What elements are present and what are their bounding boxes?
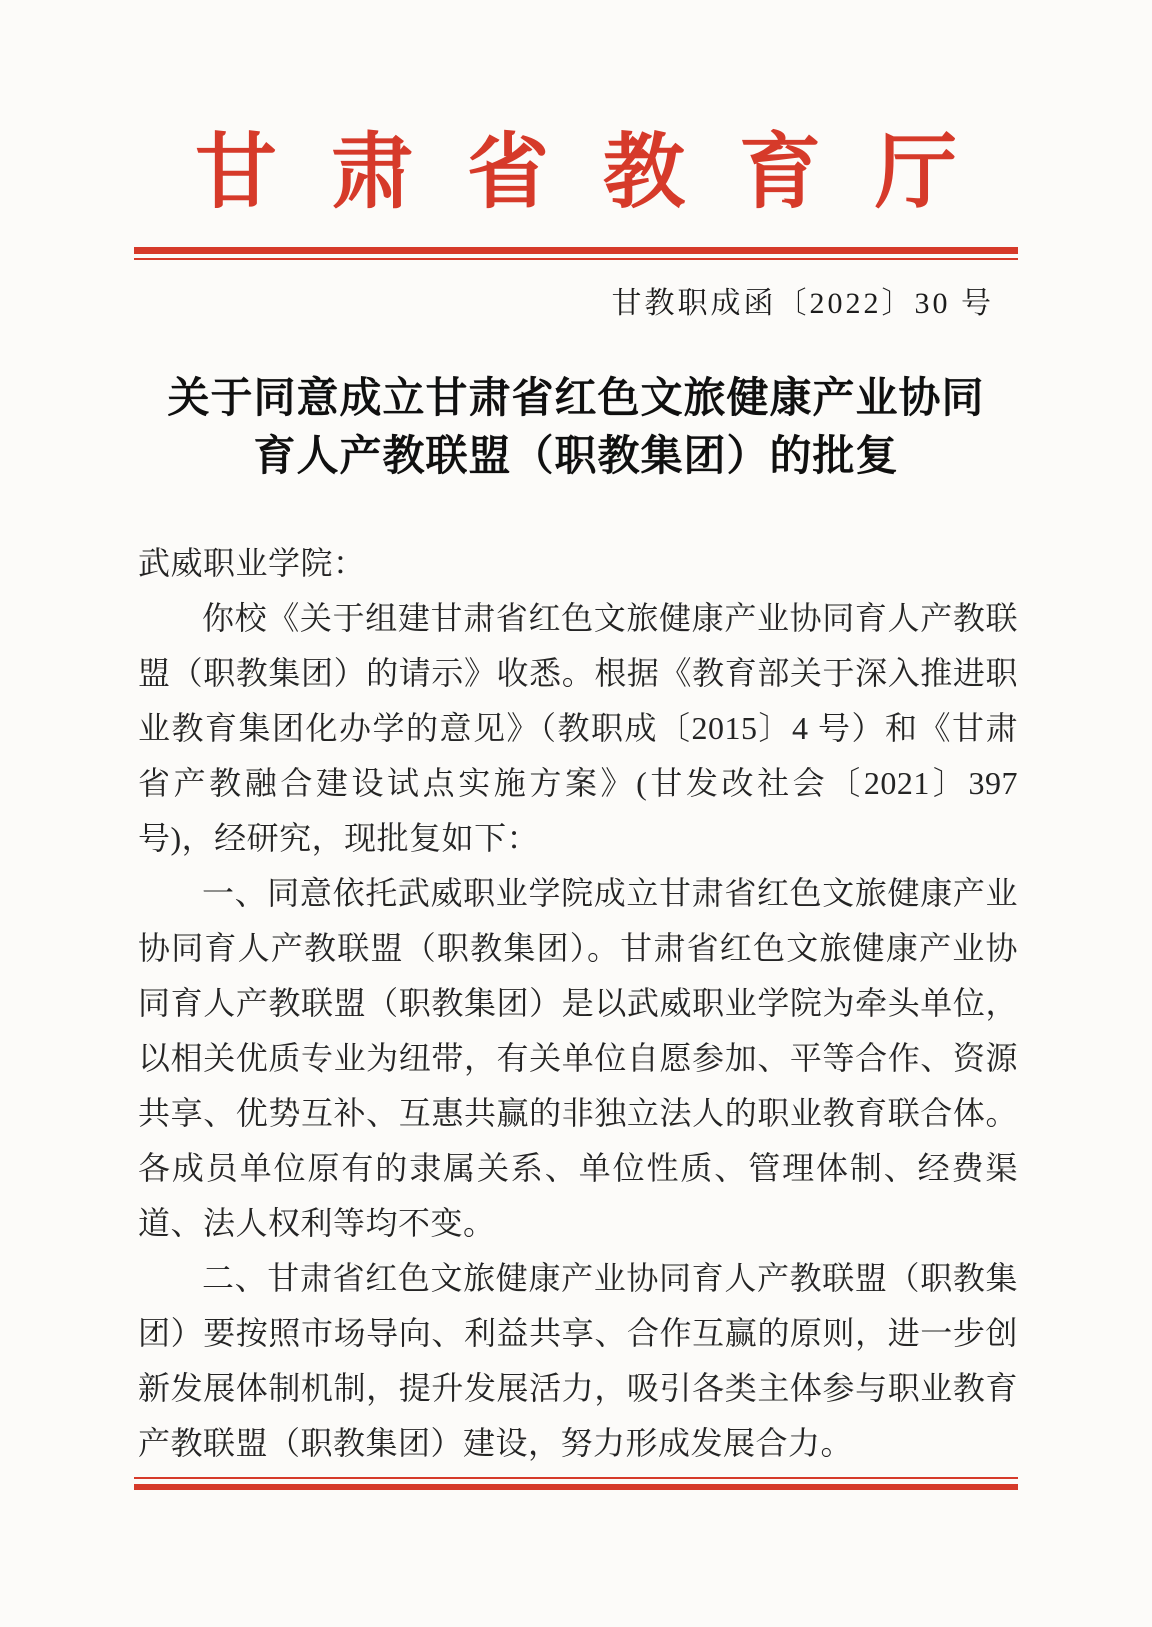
agency-letterhead-title: 甘肃省教育厅 — [194, 127, 1011, 218]
document-title — [0, 370, 1152, 486]
letterhead-divider — [134, 247, 1018, 260]
divider-thick-line — [134, 247, 1018, 254]
footer-thick-line — [134, 1484, 1018, 1490]
document-body — [0, 536, 1152, 1471]
recipient-line: 武威职业学院： — [138, 544, 366, 581]
paragraph-item-1: 一、同意依托武威职业学院成立甘肃省红色文旅健康产业协同育人产教联盟（职教集团）。甘肃省红色文旅健康产业协同育人产教联盟（职教集团）是以武威职业学院为牵头单位，以相关优质专业为纽带，有关单位自愿参加、平等合作、资源共享、优势互补、互惠共赢的非独立法人的职业教育联合体。各成员单位原有的隶属关系、单位性质、管理体制、经费渠道、法人权利等均不变。 — [138, 874, 1018, 1241]
paragraph-intro: 你校《关于组建甘肃省红色文旅健康产业协同育人产教联盟（职教集团）的请示》收悉。根据《教育部关于深入推进职业教育集团化办学的意见》（教职成〔2015〕4 号）和《甘肃省产教融合建设试点实施方案》(甘发改社会〔2021〕397 号)，经研究，现批复如下： — [138, 599, 1018, 856]
footer-divider — [134, 1477, 1018, 1490]
paragraph-item-2: 二、甘肃省红色文旅健康产业协同育人产教联盟（职教集团）要按照市场导向、利益共享、合作互赢的原则，进一步创新发展体制机制，提升发展活力，吸引各类主体参与职业教育产教联盟（职教集团）建设，努力形成发展合力。 — [138, 1259, 1018, 1461]
footer-thin-line — [134, 1477, 1018, 1479]
document-number: 甘教职成函〔2022〕30 号 — [611, 286, 994, 320]
divider-thin-line — [134, 258, 1018, 260]
document-title-line-2: 育人产教联盟（职教集团）的批复 — [253, 433, 899, 480]
document-title-line-1: 关于同意成立甘肃省红色文旅健康产业协同 — [167, 375, 985, 422]
